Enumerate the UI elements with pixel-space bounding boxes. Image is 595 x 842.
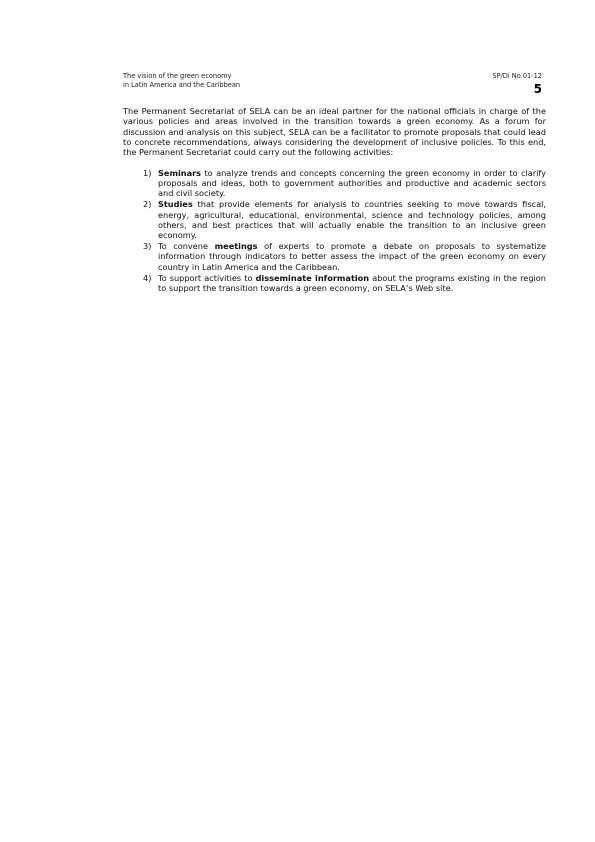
document-body xyxy=(123,106,546,294)
list-item-number: 1) xyxy=(143,167,152,178)
activities-list xyxy=(123,168,546,294)
list-item xyxy=(123,273,546,294)
list-item-keyword: disseminate information xyxy=(255,272,370,283)
document-reference: SP/Di No 01-12 xyxy=(492,72,542,80)
list-item-text-pre: To support activities to xyxy=(158,272,256,283)
header-title-line-2: in Latin America and the Caribbean xyxy=(123,81,241,89)
list-item-number: 2) xyxy=(143,199,152,210)
intro-paragraph: The Permanent Secretariat of SELA can be an ideal partner for the national officials in charge of the various policies and areas involved in the transition towards a green economy. As a forum for discussion and analysis on this subject, SELA can be a facilitator to promote proposals that could lead to concrete recommendations, always considering the development of inclusive policies. To this end, the Permanent Secretariat could carry out the following activities: xyxy=(123,106,546,158)
list-item xyxy=(123,168,546,199)
list-item xyxy=(123,241,546,272)
running-header-title xyxy=(123,72,240,90)
list-item xyxy=(123,199,546,240)
list-item-text: of experts to promote a debate on proposals to systematize information through indicators to better assess the impact of the green economy on every country in Latin America and the Caribbean. xyxy=(158,241,546,272)
header-title-line-1: The vision of the green economy xyxy=(123,72,232,80)
list-item-text-pre: To convene xyxy=(158,241,215,252)
list-item-keyword: Studies xyxy=(158,199,193,210)
list-item-keyword: meetings xyxy=(214,241,258,252)
list-item-number: 4) xyxy=(143,272,152,283)
page-number: 5 xyxy=(533,82,542,96)
list-item-number: 3) xyxy=(143,241,152,252)
list-item-text: to analyze trends and concepts concerning the green economy in order to clarify proposals and ideas, both to government authorities and productive and academic sectors and civil society. xyxy=(158,167,546,199)
list-item-text: about the programs existing in the region to support the transition towards a green economy, on SELA’s Web site. xyxy=(158,272,546,293)
list-item-text: that provide elements for analysis to countries seeking to move towards fiscal, energy, agricultural, educational, environmental, science and technology policies, among others, and best practices that will actually enable the transition to an inclusive green economy. xyxy=(158,199,546,241)
running-header-reference xyxy=(492,72,542,96)
list-item-keyword: Seminars xyxy=(158,167,202,178)
